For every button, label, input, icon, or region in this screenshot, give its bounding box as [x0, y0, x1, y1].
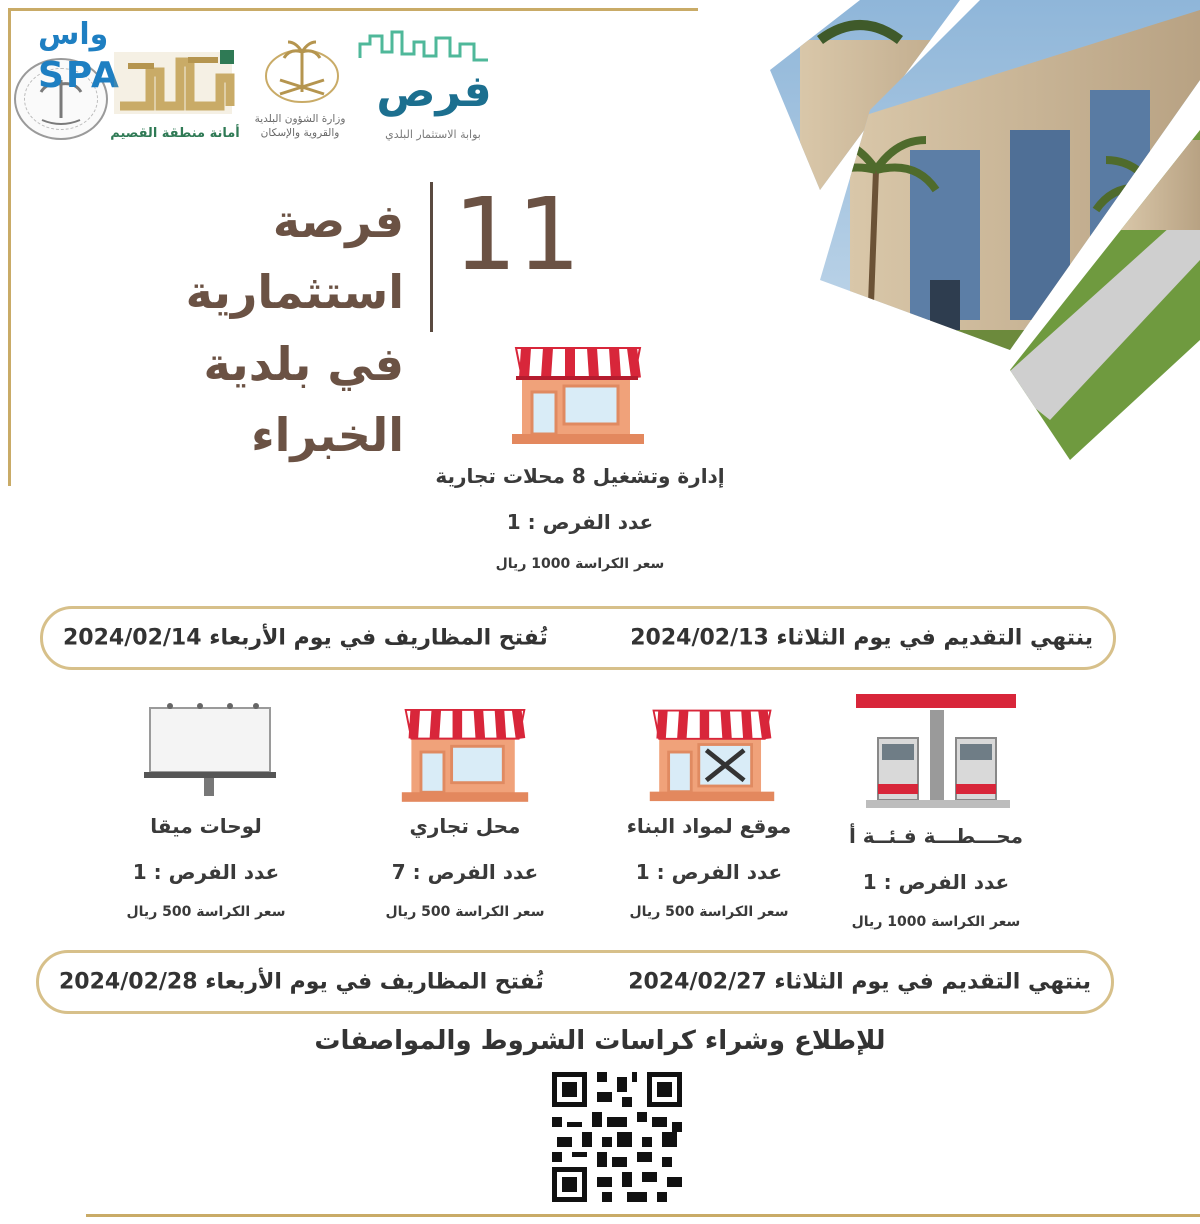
ministry-label: وزارة الشؤون البلدية والقروية والإسكان [254, 113, 346, 140]
ministry-emblem-icon [262, 36, 342, 106]
item-price: سعر الكراسة 500 ريال [629, 904, 789, 920]
item-commercial-shop [360, 814, 570, 920]
frame-bottom-line [86, 1214, 1200, 1217]
furas-label: بوابة الاستثمار البلدي [385, 128, 481, 141]
billboard-icon [144, 700, 276, 796]
fuel-station-icon [856, 694, 1018, 812]
item-count: عدد الفرص : 1 [132, 860, 280, 884]
item-count: عدد الفرص : 1 [862, 870, 1010, 894]
envelope-opening-text: تُفتح المظاريف في يوم الأربعاء 2024/02/28 [59, 969, 544, 995]
furas-wordmark: فرص [376, 66, 492, 117]
shop-icon [398, 700, 532, 806]
headline-line-2: في بلدية الخبراء [203, 336, 404, 462]
item-count: عدد الفرص : 1 [635, 860, 783, 884]
item-price: سعر الكراسة 500 ريال [126, 904, 286, 920]
featured-price: سعر الكراسة 1000 ريال [495, 556, 665, 572]
qr-code-icon[interactable] [552, 1072, 682, 1202]
item-count: عدد الفرص : 7 [391, 860, 539, 884]
qassim-calligraphy-logo [108, 46, 238, 120]
shop-icon [508, 340, 648, 446]
item-price: سعر الكراسة 1000 ريال [851, 914, 1021, 930]
featured-opportunity [380, 464, 780, 572]
envelope-opening-text: تُفتح المظاريف في يوم الأربعاء 2024/02/14 [63, 625, 548, 651]
date-bar-first-batch [40, 606, 1116, 670]
item-price: سعر الكراسة 500 ريال [385, 904, 545, 920]
item-title: لوحات ميقا [150, 814, 262, 838]
footer-cta: للإطلاع وشراء كراسات الشروط والمواصفات [314, 1026, 886, 1056]
featured-count: عدد الفرص : 1 [506, 510, 654, 534]
qassim-label: أمانة منطقة القصيم [110, 126, 240, 141]
item-fuel-station [820, 824, 1052, 930]
item-title: محـــطـــة فـئــة أ [848, 824, 1024, 848]
headline-divider [430, 182, 433, 332]
headline [44, 186, 404, 471]
frame-top-line [10, 8, 698, 11]
item-title: موقع لمواد البناء [626, 814, 792, 838]
deadline-text: ينتهي التقديم في يوم الثلاثاء 2024/02/27 [628, 969, 1091, 995]
date-bar-second-batch [36, 950, 1114, 1014]
featured-title: إدارة وتشغيل 8 محلات تجارية [435, 464, 725, 488]
item-building-materials [596, 814, 822, 920]
headline-line-1: فرصة استثمارية [185, 194, 404, 320]
furas-logo [356, 22, 512, 126]
frame-left-line [8, 8, 11, 486]
building-photo-collage [760, 0, 1200, 460]
opportunities-count: 11 [453, 176, 581, 293]
item-title: محل تجاري [409, 814, 521, 838]
deadline-text: ينتهي التقديم في يوم الثلاثاء 2024/02/13 [630, 625, 1093, 651]
item-mega-billboards [104, 814, 308, 920]
spa-latin-wordmark: SPA [38, 55, 121, 96]
spa-arabic-wordmark: واس [38, 17, 109, 52]
building-materials-shop-icon [646, 700, 778, 806]
